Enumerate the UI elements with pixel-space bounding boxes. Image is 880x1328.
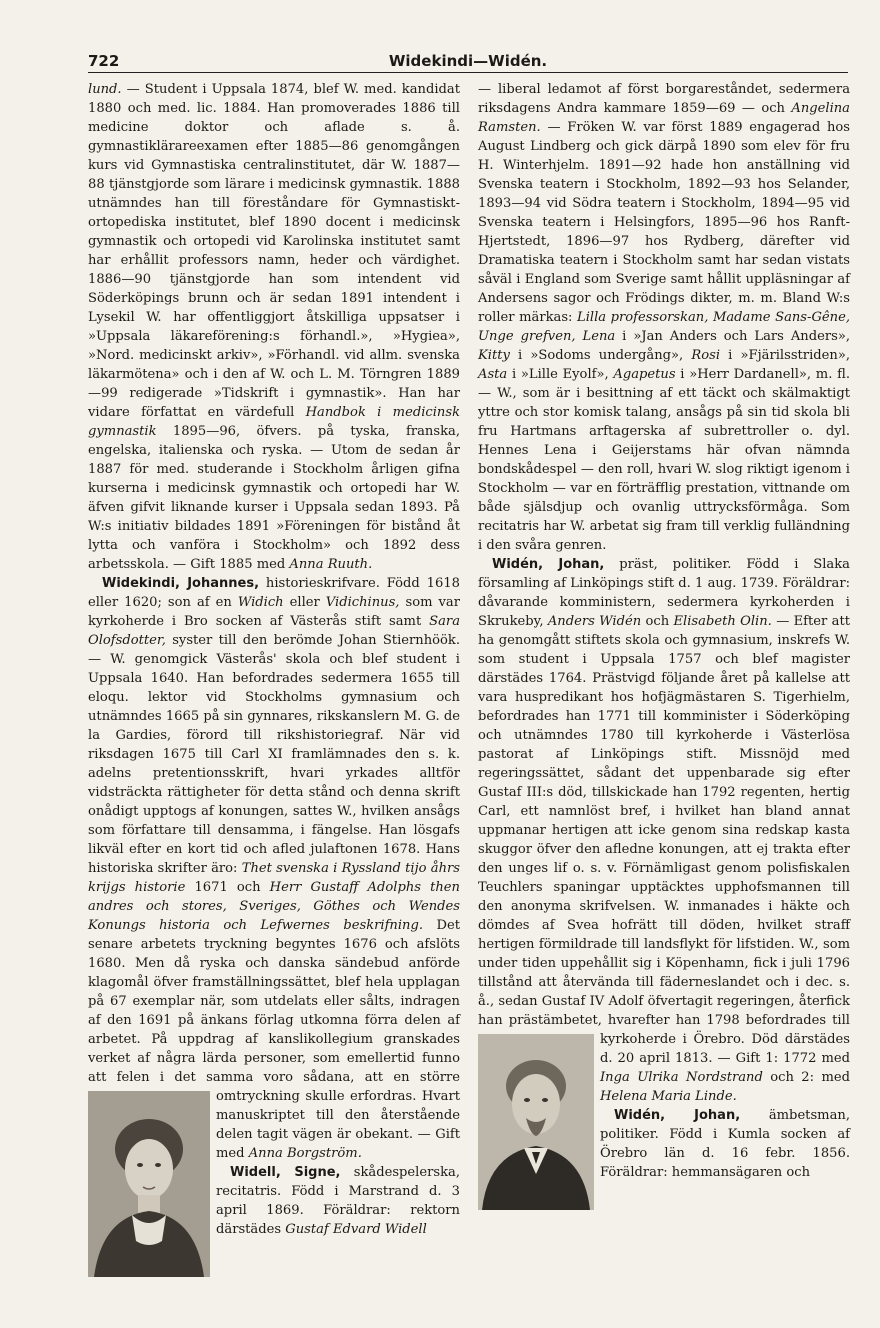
italic-text: Anna Ruuth.	[289, 557, 373, 572]
portrait-photo-johan-widen	[478, 1034, 594, 1210]
italic-text: Agapetus	[613, 367, 676, 382]
italic-text: Widich	[237, 595, 284, 610]
header-rule	[88, 72, 848, 73]
italic-text: Gustaf Edvard Widell	[285, 1222, 427, 1237]
italic-text: Sara Olofsdotter,	[88, 614, 460, 648]
italic-text: Asta	[478, 367, 508, 382]
body-text: historieskrifvare. Född 1618 eller 1620; son af en	[88, 576, 460, 610]
portrait-photo-signe-widell	[88, 1091, 210, 1277]
body-text: — liberal ledamot af först borgareståndet, sedermera riksdagens Andra kammare 1859—69 — och	[478, 82, 850, 116]
italic-text: Handbok i medicinsk gymnastik	[88, 405, 461, 439]
body-text: Det senare arbetets tryckning begyntes 1676 och afslöts 1680. Men då ryska och danska sändebud anförde klagomål öfver framställningssättet, blef hela upplagan på 67 exemplar när, som utdelats eller sålts, indragen af den 1691 på änkans förlag utkomna förra delen af arbetet. På uppdrag af kanslikollegium granskades verket af några lärda personer, som emellertid funno att felen i det samma voro sådana, att en större omtryckning skulle erfordras.	[88, 918, 460, 1104]
italic-text: Kitty	[478, 348, 510, 363]
italic-text: Helena Maria Linde.	[600, 1089, 737, 1104]
entry-headword: Widén, Johan,	[492, 557, 605, 572]
body-text: i »Jan Anders och Lars Anders»,	[615, 329, 850, 344]
portrait-icon	[88, 1091, 210, 1277]
body-text: i »Fjärilsstriden»,	[720, 348, 850, 363]
body-text: 1671 och	[185, 880, 270, 895]
body-text: ämbetsman, politiker. Född i Kumla socken af Örebro län d. 16 febr. 1856. Föräldrar: hemmansägaren och	[600, 1108, 850, 1180]
body-text: i »Lille Eyolf»,	[507, 367, 614, 382]
body-text: som var kyrkoherde i Bro socken af Västerås stift samt	[88, 595, 460, 629]
running-head: Widekindi—Widén.	[388, 52, 548, 70]
entry-headword: Widekindi, Johannes,	[102, 576, 260, 591]
entry-widekind-continued	[88, 80, 460, 574]
left-column	[88, 80, 460, 1279]
italic-text: Rosi	[691, 348, 721, 363]
body-text: Hvart manuskriptet till den återstående delen tagit vägen är obekant. — Gift med	[216, 1089, 460, 1161]
body-text: och 2: med	[762, 1070, 850, 1085]
entry-widen-johan-1	[478, 555, 850, 1106]
entry-widell-continued	[478, 80, 850, 555]
body-text: i »Sodoms undergång»,	[509, 348, 692, 363]
entry-widekindi-johannes	[88, 574, 460, 1163]
italic-text: Vidichinus,	[325, 595, 400, 610]
body-text: präst, politiker. Född i Slaka församling af Linköpings stift d. 1 aug. 1739. Föräldrar: dåvarande komministern, sedermera kyrkoherden i Skrukeby,	[478, 557, 850, 629]
page-number: 722	[88, 52, 120, 70]
italic-text: Anders Widén	[547, 614, 642, 629]
entry-headword: Widén, Johan,	[614, 1108, 741, 1123]
italic-text: Inga Ulrika Nordstrand	[600, 1070, 763, 1085]
italic-text: Anna Borgström.	[248, 1146, 362, 1161]
portrait-icon	[478, 1034, 594, 1210]
body-text: 1895—96, öfvers. på tyska, franska, engelska, italienska och ryska. — Utom de sedan år 1887 för med. studerande i Stockholm årligen gifna kurserna i medicinsk gymnastik och ortopedi har W. äfven gifvit liknande kurser i Uppsala sedan 1893. På W:s initiativ bildades 1891 »Föreningen för bistånd åt lytta och vanföra i Stockholm» och 1892 dess arbetsskola. — Gift 1885 med	[88, 424, 460, 572]
right-column	[478, 80, 850, 1212]
body-text: — Efter att ha genomgått stiftets skola och gymnasium, inskrefs W. som student i Uppsala 1757 och blef magister därstädes 1764. Prästvigd följande året på kallelse att vara huspredikant hos hofjägmästaren S. Tigerhielm, befordrades han 1771 till komminister i Söderköping och utnämndes 1780 till kyrkoherde i Västerlösa pastorat af Linköpings stift. Missnöjd med regeringssättet, sådant det uppenbarade sig efter Gustaf III:s död, tillskickade han 1792 regenten, hertig Carl, ett namnlöst bref, i hvilket han bland annat uppmanar hertigen att icke genom sina redskap kasta skuggor öfver den afledne konungen, att ej trakta efter den unges lif o. s. v. Förnämligast genom polisfiskalen Teuchlers spaningar upptäcktes upphofsmannen till den anonyma skrifvelsen. W. inmanades i häkte och dömdes af Svea hofrätt till döden, hvilket straff hertigen förmildrade till landsflykt för lifstiden. W., som under tiden uppehållit sig i Köpenhamn, fick i juli 1796 tillstånd att återvända till fäderneslandet och i dec. s. å., sedan Gustaf IV Adolf öfvertagit regeringen, återfick han prästämbetet, hvarefter han 1798 befordrades till kyrkoherde i Örebro.	[478, 614, 850, 1047]
italic-text: lund.	[88, 82, 122, 97]
italic-text: Elisabeth Olin.	[673, 614, 772, 629]
body-text: Död därstädes d. 20 april 1813. — Gift 1: 1772 med	[600, 1032, 850, 1066]
italic-text: Thet svenska i Ryssland tijo åhrs krijgs historie	[88, 861, 460, 895]
italic-text: Angelina Ramsten.	[478, 101, 850, 135]
body-text: — Student i Uppsala 1874, blef W. med. kandidat 1880 och med. lic. 1884. Han promoverades 1886 till medicine doktor och aflade s. å. gymnastiklärareexamen efter 1885—86 genomgången kurs vid Gymnastiska centralinstitutet, där W. 1887—88 tjänstgjorde som lärare i medicinsk gymnastik. 1888 utnämndes han till föreståndare för Gymnastiskt-ortopediska institutet, blef 1890 docent i medicinsk gymnastik och ortopedi vid Karolinska institutet samt har erhållit professors namn, heder och värdighet. 1886—90 tjänstgjorde han som intendent vid Söderköpings brunn och är sedan 1891 intendent i Lysekil W. har offentliggjort åtskilliga uppsatser i »Uppsala läkareförening:s förhandl.», »Hygiea», »Nord. medicinskt arkiv», »Förhandl. vid allm. svenska läkarmötena» och i den af W. och L. M. Törngren 1889—99 redigerade »Tidskrift i gymnastik». Han har vidare författat en värdefull	[88, 82, 460, 420]
body-text: i »Herr Dardanell», m. fl. — W., som är i besittning af ett täckt och skälmaktigt yttre och stor komisk talang, ansågs på sin tid skola bli fru Hartmans arftagerska af subrettroller o. dyl. Hennes Lena i Geijerstams här ofvan nämnda bondskådespel — den roll, hvari W. slog riktigt igenom i Stockholm — var en förträfflig prestation, vittnande om både själsdjup och ovanlig uttrycksförmåga. Som recitatris har W. arbetat sig fram till verklig fulländning i den svåra genren.	[478, 367, 850, 553]
italic-text: Herr Gustaff Adolphs then andres och stores, Sveriges, Göthes och Wendes Konungs historia och Lefwernes beskrifning.	[88, 880, 460, 933]
body-text: eller	[283, 595, 326, 610]
body-text: och	[641, 614, 674, 629]
body-text: — Fröken W. var först 1889 engagerad hos August Lindberg och gick därpå 1890 som elev för fru H. Winterhjelm. 1891—92 hade hon anställning vid Svenska teatern i Stockholm, 1892—93 hos Selander, 1893—94 vid Södra teatern i Stockholm, 1894—95 vid Svenska teatern i Helsingfors, 1895—96 hos Ranft-Hjertstedt, 1896—97 hos Rydberg, därefter vid Dramatiska teatern i Stockholm samt har sedan vistats såväl i England som Sverige samt hållit uppläsningar af Andersens sagor och Frödings dikter, m. m. Bland W:s roller märkas:	[478, 120, 850, 325]
entry-headword: Widell, Signe,	[230, 1165, 341, 1180]
body-text: skådespelerska, recitatris. Född i Marstrand d. 3 april 1869. Föräldrar: rektorn därstädes	[216, 1165, 460, 1237]
body-text: syster till den berömde Johan Stiernhöök. — W. genomgick Västerås' skola och blef student i Uppsala 1640. Han befordrades sedermera 1655 till eloqu. lektor vid Stockholms gymnasium och utnämndes 1665 på sin gynnares, rikskanslern M. G. de la Gardies, förord till rikshistoriegraf. När vid riksdagen 1675 till Carl XI framlämnades den s. k. adelns pretentionsskrift, hvari yrkades alltför vidsträckta rättigheter för detta stånd och denna skrift onådigt upptogs af konungen, sattes W., hvilken ansågs som författare till densamma, i fängelse. Han lösgafs likväl efter en kort tid och afled julaftonen 1678. Hans historiska skrifter äro:	[88, 633, 460, 876]
italic-text: Lilla professorskan, Madame Sans-Gêne, Unge grefven, Lena	[478, 310, 851, 344]
